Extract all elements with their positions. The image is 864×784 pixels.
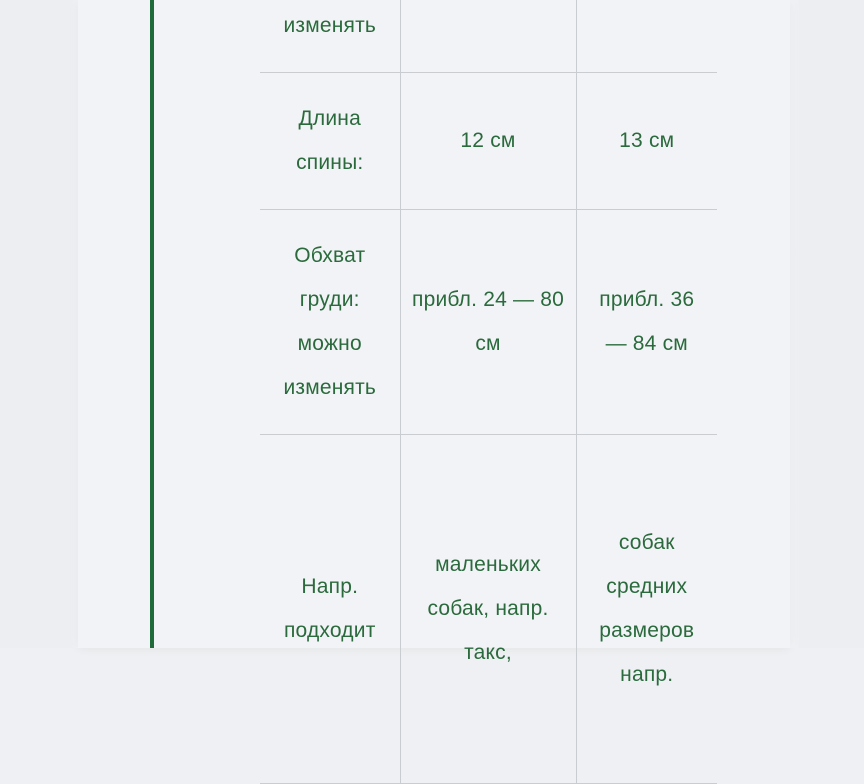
cell-text: маленьких собак, напр. такс, [427,553,549,664]
cell-text: Длина спины: [296,107,364,174]
row-label [260,210,400,435]
cell-text: изменять [283,14,377,37]
table-cell [400,73,576,210]
table-row [260,73,717,210]
cell-text: Напр. подходит [283,575,376,642]
accent-bar [150,0,154,648]
table-cell [400,0,576,73]
table-cell [400,210,576,435]
row-label [260,0,400,73]
spec-table [260,0,717,784]
row-label [260,73,400,210]
cell-text: собак средних размеров напр. [599,531,695,686]
cell-text: прибл. 24 — 80 см [412,288,564,355]
table-cell [400,435,576,784]
table-row [260,435,717,784]
table-cell [576,210,717,435]
cell-text: прибл. 36 — 84 см [599,288,695,355]
table-row [260,0,717,73]
row-label [260,435,400,784]
table-cell [576,73,717,210]
cell-text: 12 см [460,129,516,152]
table-row [260,210,717,435]
table-cell [576,435,717,784]
cell-text: 13 см [619,129,675,152]
cell-text: Обхват груди: можно изменять [283,244,377,399]
spec-table-container [260,0,717,784]
table-cell [576,0,717,73]
